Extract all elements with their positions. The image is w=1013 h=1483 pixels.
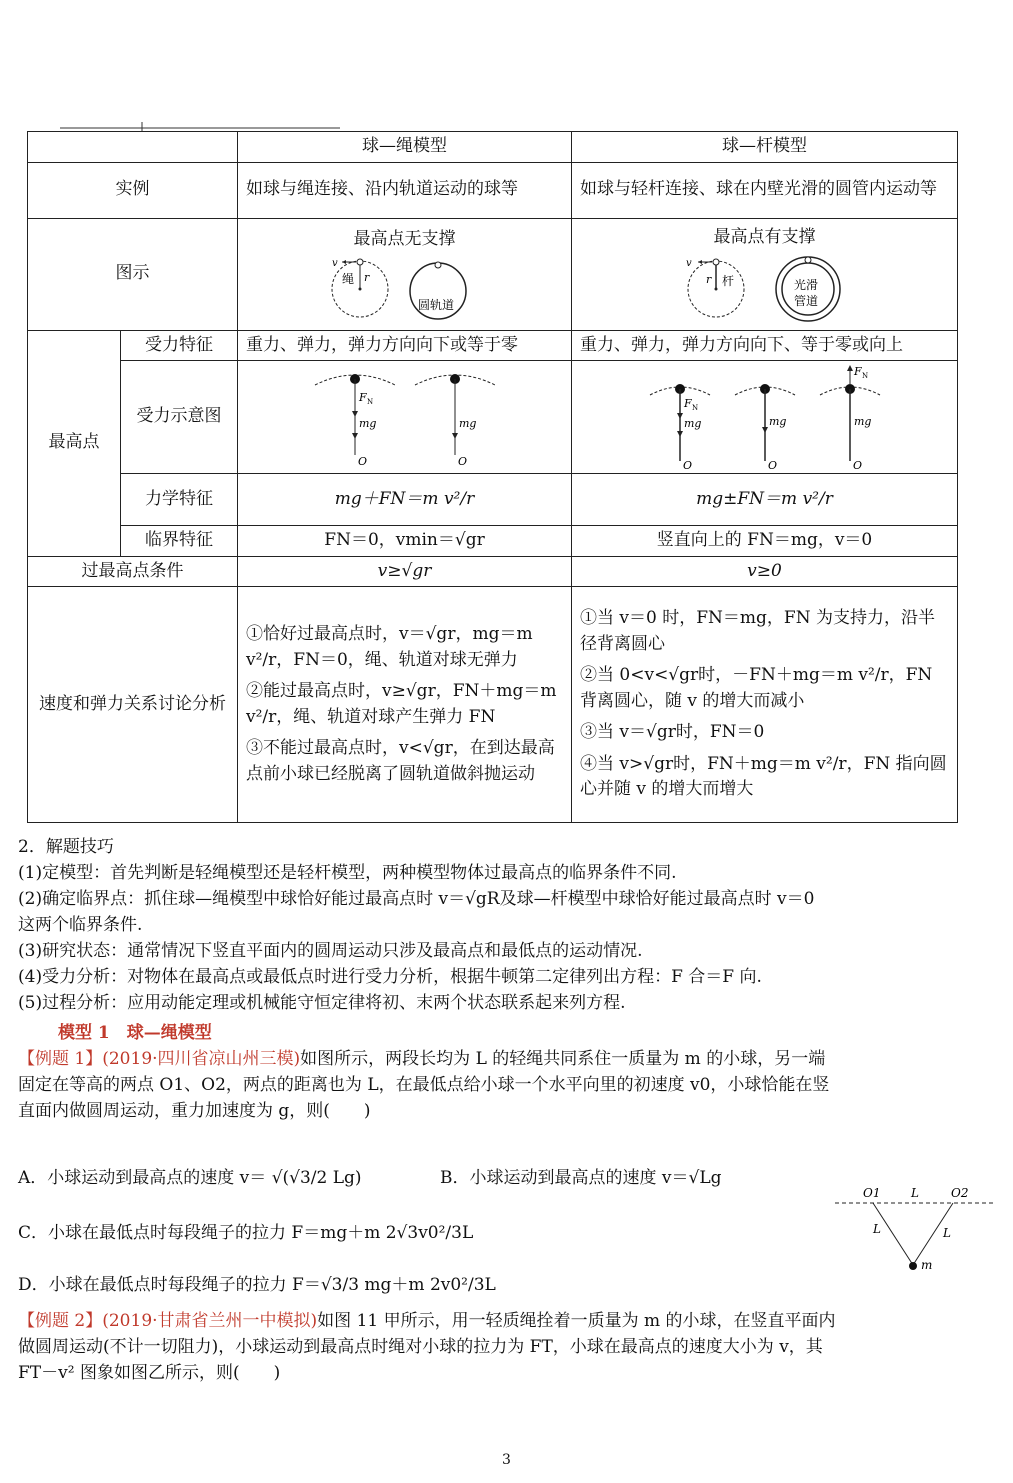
- length-label: L: [873, 1222, 881, 1236]
- gravity-label: mg: [853, 415, 871, 428]
- two-rope-diagram: [835, 1183, 995, 1283]
- rope-force: 重力、弹力，弹力方向向下或等于零: [238, 330, 572, 361]
- rod-mechanics-formula: mg±FN＝m v²/r: [572, 474, 958, 526]
- example2-text: FT－v² 图象如图乙所示，则( ): [18, 1363, 281, 1383]
- row-label-figure: 图示: [28, 218, 238, 330]
- example1-text: 直面内做圆周运动，重力加速度为 g，则( ): [18, 1101, 371, 1121]
- point-o2-label: O2: [951, 1186, 969, 1200]
- rope-analysis-item: ①恰好过最高点时，v＝√gr，mg＝m v²/r，FN＝0，绳、轨道对球无弹力: [246, 624, 533, 670]
- smooth-label: 光滑: [793, 277, 818, 292]
- gravity-label: mg: [683, 417, 701, 430]
- row-label-mechanics: 力学特征: [121, 474, 238, 526]
- row-label-top-point: 最高点: [28, 330, 121, 556]
- tip-item: (4)受力分析：对物体在最高点或最低点时进行受力分析，根据牛顿第二定律列出方程：F 合＝F 向.: [18, 967, 762, 987]
- normal-force-label: F: [683, 397, 692, 410]
- rope-figure-title: 最高点无支撑: [353, 229, 456, 250]
- normal-force-subscript: N: [691, 404, 698, 412]
- rope-analysis-item: ②能过最高点时，v≥√gr，FN＋mg＝m v²/r，绳、轨道对球产生弹力 FN: [246, 681, 557, 727]
- rope-label: 绳: [341, 271, 354, 286]
- rod-condition: v≥0: [572, 556, 958, 587]
- model1-heading: 模型 1 球—绳模型: [58, 1023, 212, 1043]
- tip-item: (3)研究状态：通常情况下竖直平面内的圆周运动只涉及最高点和最低点的运动情况.: [18, 941, 643, 961]
- rope-force-diagram: [295, 367, 515, 467]
- rod-figure-cell: [572, 218, 958, 330]
- rod-force-diagram-cell: [572, 361, 958, 474]
- gravity-label: mg: [358, 417, 376, 430]
- mass-label: m: [921, 1258, 933, 1272]
- example2-tag: 【例题 2】: [18, 1311, 103, 1331]
- rope-analysis: [238, 587, 572, 823]
- header-rope-model: 球—绳模型: [238, 132, 572, 163]
- rope-critical: FN＝0，vmin＝√gr: [238, 526, 572, 557]
- example2-text: 如图 11 甲所示，用一轻质绳拴着一质量为 m 的小球，在竖直平面内: [317, 1311, 836, 1331]
- normal-force-label: F: [853, 365, 862, 378]
- row-label-example: 实例: [28, 162, 238, 218]
- tip-item: 这两个临界条件.: [18, 915, 143, 935]
- rod-analysis: [572, 587, 958, 823]
- radius-label: r: [363, 270, 369, 284]
- example2-section: [18, 1308, 993, 1386]
- row-label-condition: 过最高点条件: [28, 556, 238, 587]
- tips-heading: 2．解题技巧: [18, 837, 114, 857]
- rod-analysis-item: ①当 v＝0 时，FN＝mg，FN 为支持力，沿半径背离圆心: [580, 608, 935, 654]
- circular-track-label: 圆轨道: [417, 297, 454, 312]
- comparison-table: [27, 131, 958, 823]
- rod-label: 杆: [721, 273, 734, 288]
- option-c: C．小球在最低点时每段绳子的拉力 F＝mg＋m 2√3v0²/3L: [18, 1223, 474, 1243]
- rod-force-diagram: [640, 363, 890, 471]
- rope-force-diagram-cell: [238, 361, 572, 474]
- rope-mechanics-formula: mg＋FN＝m v²/r: [238, 474, 572, 526]
- center-label: O: [357, 455, 367, 467]
- header-blank: [28, 132, 238, 163]
- rod-critical: 竖直向上的 FN＝mg，v＝0: [572, 526, 958, 557]
- example2-source: (2019·甘肃省兰州一中模拟): [102, 1311, 318, 1331]
- example1-text: 如图所示，两段长均为 L 的轻绳共同系住一质量为 m 的小球，另一端: [300, 1049, 826, 1069]
- option-b: B．小球运动到最高点的速度 v＝√Lg: [440, 1168, 722, 1188]
- tip-item: (5)过程分析：应用动能定理或机械能守恒定律将初、末两个状态联系起来列方程.: [18, 993, 626, 1013]
- gravity-label: mg: [768, 415, 786, 428]
- tip-item: (2)确定临界点：抓住球—绳模型中球恰好能过最高点时 v＝√gR及球—杆模型中球恰好能过最高点时 v＝0: [18, 889, 815, 909]
- center-label: O: [852, 459, 862, 471]
- velocity-label: v: [685, 257, 692, 269]
- example1-tag: 【例题 1】: [18, 1049, 103, 1069]
- option-d: D．小球在最低点时每段绳子的拉力 F＝√3/3 mg＋m 2v0²/3L: [18, 1275, 496, 1295]
- example2-first-line: [18, 1308, 993, 1334]
- model1-section: [18, 1020, 993, 1124]
- rod-analysis-item: ③当 v＝√gr时，FN＝0: [580, 722, 765, 743]
- center-label: O: [682, 459, 692, 471]
- length-label: L: [943, 1226, 951, 1240]
- tips-section: [18, 834, 993, 1016]
- length-label: L: [911, 1186, 919, 1200]
- center-label: O: [767, 459, 777, 471]
- rope-condition: v≥√gr: [238, 556, 572, 587]
- page-number: 3: [502, 1452, 511, 1468]
- rope-analysis-item: ③不能过最高点时，v<√gr，在到达最高点前小球已经脱离了圆轨道做斜抛运动: [246, 738, 555, 784]
- rod-model-diagram: [680, 251, 850, 323]
- rod-force: 重力、弹力，弹力方向向下、等于零或向上: [572, 330, 958, 361]
- point-o1-label: O1: [863, 1186, 881, 1200]
- rope-model-diagram: [330, 253, 480, 321]
- row-label-force: 受力特征: [121, 330, 238, 361]
- normal-force-subscript: N: [861, 372, 868, 380]
- normal-force-subscript: N: [366, 398, 373, 406]
- rope-figure-cell: [238, 218, 572, 330]
- rod-example: 如球与轻杆连接、球在内壁光滑的圆管内运动等: [572, 162, 958, 218]
- normal-force-label: F: [358, 391, 367, 404]
- row-label-analysis: 速度和弹力关系讨论分析: [28, 587, 238, 823]
- row-label-force-diagram: 受力示意图: [121, 361, 238, 474]
- radius-label: r: [705, 272, 711, 286]
- example2-text: 做圆周运动(不计一切阻力)，小球运动到最高点时绳对小球的拉力为 FT，小球在最高点的速度大小为 v，其: [18, 1337, 823, 1357]
- pipe-label: 管道: [793, 293, 818, 308]
- example1-source: (2019·四川省凉山州三模): [102, 1049, 301, 1069]
- gravity-label: mg: [458, 417, 476, 430]
- rod-analysis-item: ②当 0<v<√gr时，－FN＋mg＝m v²/r，FN 背离圆心，随 v 的增大而减小: [580, 665, 933, 711]
- rope-example: 如球与绳连接、沿内轨道运动的球等: [238, 162, 572, 218]
- rod-figure-title: 最高点有支撑: [713, 227, 816, 248]
- rod-analysis-item: ④当 v>√gr时，FN＋mg＝m v²/r，FN 指向圆心并随 v 的增大而增大: [580, 753, 947, 800]
- row-label-critical: 临界特征: [121, 526, 238, 557]
- example1-first-line: [18, 1046, 993, 1072]
- option-a: A．小球运动到最高点的速度 v＝ √(√3/2 Lg): [18, 1168, 362, 1188]
- example1-text: 固定在等高的两点 O1、O2，两点的距离也为 L，在最低点给小球一个水平向里的初速度 v0，小球恰能在竖: [18, 1075, 830, 1095]
- velocity-label: v: [331, 257, 338, 269]
- tip-item: (1)定模型：首先判断是轻绳模型还是轻杆模型，两种模型物体过最高点的临界条件不同.: [18, 863, 677, 883]
- center-label: O: [457, 455, 467, 467]
- header-rod-model: 球—杆模型: [572, 132, 958, 163]
